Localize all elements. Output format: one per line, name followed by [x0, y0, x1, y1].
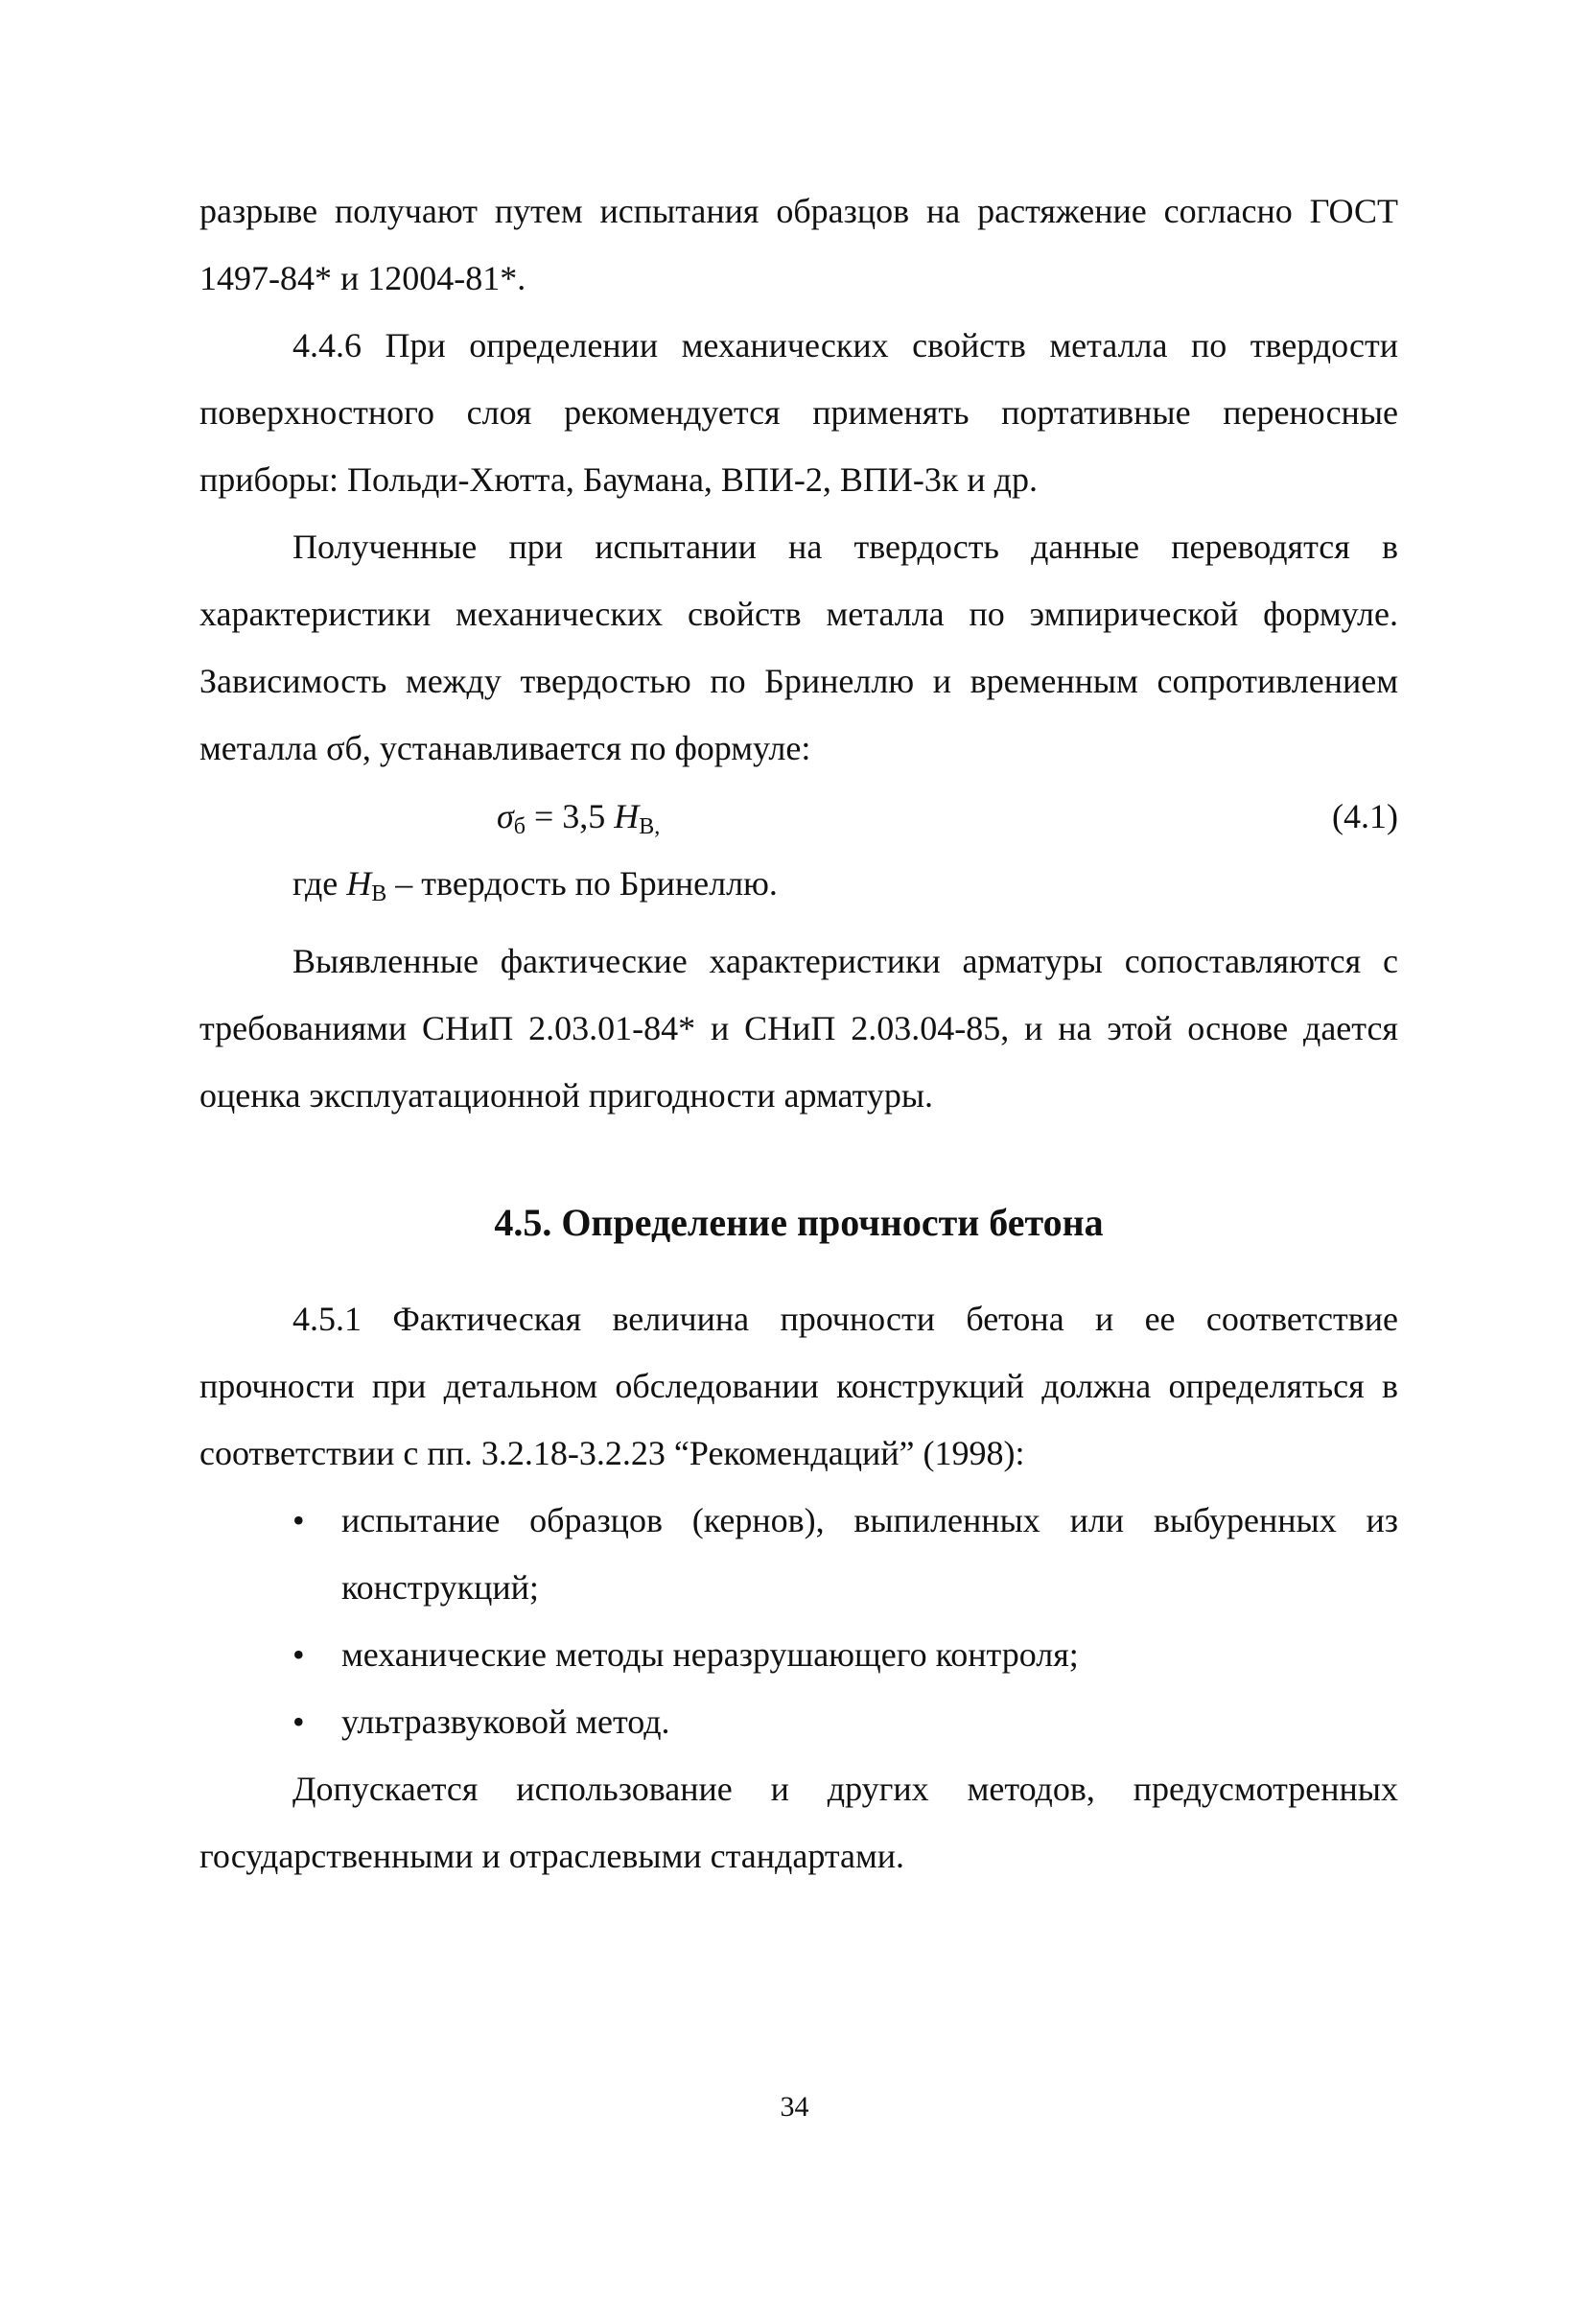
- bullet-icon: •: [292, 1501, 305, 1539]
- paragraph-4-4-6: 4.4.6 При определении механических свойств металла по твердости поверхностного слоя рекомендуется применять портативные переносные приборы: Польди-Хютта, Баумана, ВПИ-2, ВПИ-3к и др.: [199, 326, 1398, 499]
- paragraph-hardness-conversion: Полученные при испытании на твердость данные переводятся в характеристики механических свойств металла по эмпирической формуле. Зависимость между твердостью по Бринеллю и временным сопротивлением металла σб, устанавливается по формуле:: [199, 528, 1398, 767]
- list-item: [199, 1688, 1398, 1755]
- paragraph-conclusion: Выявленные фактические характеристики арматуры сопоставляются с требованиями СНиП 2.03.01-84* и СНиП 2.03.04-85, и на этой основе дается оценка эксплуатационной пригодности арматуры.: [199, 942, 1398, 1115]
- formula-sigma-subscript: б: [513, 814, 526, 839]
- formula-number: (4.1): [1332, 797, 1398, 835]
- list-item-text: механические методы неразрушающего контроля;: [341, 1635, 1079, 1674]
- bullet-icon: •: [292, 1702, 305, 1741]
- text-block-top: [199, 177, 1398, 782]
- list-item-text: ультразвуковой метод.: [341, 1702, 670, 1741]
- paragraph-4-5-1: 4.5.1 Фактическая величина прочности бетона и ее соответствие прочности при детальном обследовании конструкций должна определяться в соответствии с пп. 3.2.18-3.2.23 “Рекомендаций” (1998):: [199, 1300, 1398, 1472]
- formula-hardness-symbol: H: [614, 797, 640, 835]
- where-suffix: – твердость по Бринеллю.: [386, 864, 778, 903]
- paragraph-continuation: разрыве получают путем испытания образцов на растяжение согласно ГОСТ 1497-84* и 12004-81*.: [199, 192, 1398, 297]
- formula-hardness-subscript: B,: [639, 814, 661, 839]
- bullet-icon: •: [292, 1635, 305, 1674]
- list-item-text: испытание образцов (кернов), выпиленных или выбуренных из конструкций;: [341, 1501, 1398, 1607]
- formula-expression: [497, 783, 660, 860]
- formula-sigma: σ: [497, 797, 514, 835]
- section-heading: 4.5. Определение прочности бетона: [494, 1201, 1104, 1244]
- where-symbol: H: [346, 864, 372, 903]
- list-item: [199, 1621, 1398, 1688]
- page-number: 34: [780, 2091, 809, 2123]
- text-block-4-5-1: [199, 1285, 1398, 1487]
- formula-4-1: [199, 783, 1398, 850]
- where-line: [199, 850, 1398, 927]
- formula-coefficient: = 3,5: [525, 797, 615, 835]
- text-block-bottom: [199, 1755, 1398, 1890]
- list-item: [199, 1487, 1398, 1621]
- text-block-middle: [199, 850, 1398, 1129]
- methods-list: [199, 1487, 1398, 1755]
- where-subscript: B: [371, 881, 387, 906]
- paragraph-other-methods: Допускается использование и других методов, предусмотренных государственными и отраслевыми стандартами.: [199, 1770, 1398, 1875]
- where-prefix: где: [292, 864, 347, 903]
